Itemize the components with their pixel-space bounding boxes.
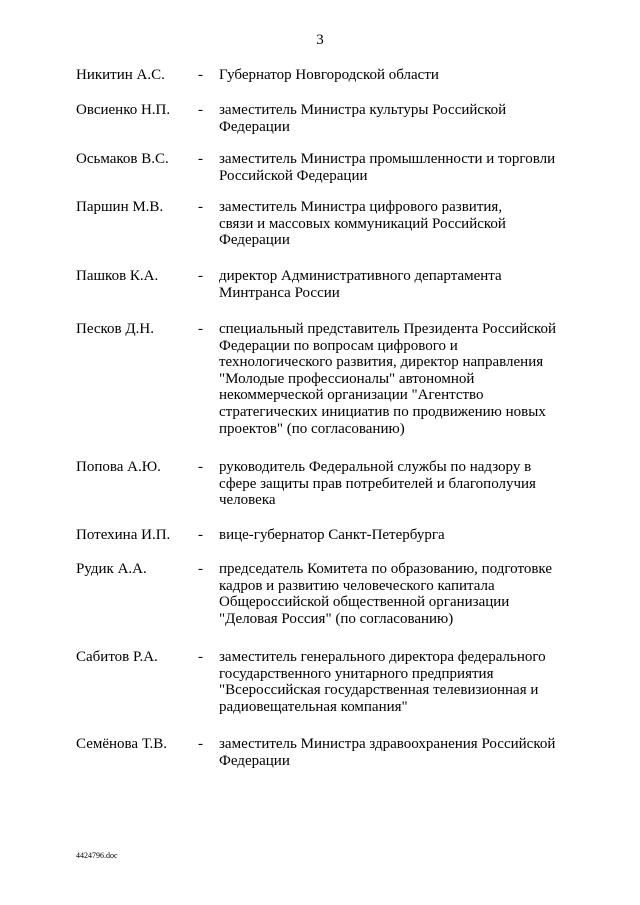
member-role-line: Федерации xyxy=(219,232,290,249)
member-role-line: государственного унитарного предприятия xyxy=(219,665,494,682)
member-role xyxy=(219,459,579,509)
member-role-line: Минтранса России xyxy=(219,284,340,301)
member-name: Осьмаков В.С. xyxy=(76,151,169,167)
member-role-line: "Деловая Россия" (по согласованию) xyxy=(219,610,454,627)
member-name: Никитин А.С. xyxy=(76,67,165,83)
document-file-id: 4424796.doc xyxy=(76,851,118,860)
separator-dash: - xyxy=(198,67,203,83)
separator-dash: - xyxy=(198,199,203,215)
separator-dash: - xyxy=(198,649,203,665)
member-name: Семёнова Т.В. xyxy=(76,736,167,752)
separator-dash: - xyxy=(198,561,203,577)
member-role-line: некоммерческой организации "Агентство xyxy=(219,387,484,404)
member-role-line: заместитель Министра здравоохранения Российской xyxy=(219,736,556,752)
member-role xyxy=(219,321,579,437)
separator-dash: - xyxy=(198,268,203,284)
member-role-line: Федерации xyxy=(219,118,290,135)
member-role-line: заместитель Министра цифрового развития, xyxy=(219,199,503,215)
member-role-line: специальный представитель Президента Российской xyxy=(219,321,556,337)
member-role xyxy=(219,102,579,135)
member-role-line: директор Административного департамента xyxy=(219,268,502,284)
member-role-line: руководитель Федеральной службы по надзору в xyxy=(219,459,532,475)
member-name: Рудик А.А. xyxy=(76,561,147,577)
member-role xyxy=(219,527,579,544)
member-role xyxy=(219,199,579,249)
member-name: Паршин М.В. xyxy=(76,199,164,215)
member-role xyxy=(219,561,579,627)
member-role-line: Федерации xyxy=(219,752,290,769)
member-role xyxy=(219,151,579,184)
member-role-line: Общероссийской общественной организации xyxy=(219,594,510,611)
member-name: Сабитов Р.А. xyxy=(76,649,158,665)
member-role-line: заместитель Министра культуры Российской xyxy=(219,102,507,118)
separator-dash: - xyxy=(198,102,203,118)
page-number: 3 xyxy=(316,32,324,48)
member-role-line: кадров и развитию человеческого капитала xyxy=(219,577,495,594)
member-role-line: Губернатор Новгородской области xyxy=(219,67,439,83)
member-role-line: заместитель Министра промышленности и торговли xyxy=(219,151,556,167)
member-role xyxy=(219,649,579,715)
member-role xyxy=(219,67,579,84)
member-role-line: Федерации по вопросам цифрового и xyxy=(219,337,458,354)
member-role-line: председатель Комитета по образованию, подготовке xyxy=(219,561,552,577)
member-role-line: человека xyxy=(219,492,276,509)
member-name: Пашков К.А. xyxy=(76,268,159,284)
member-name: Потехина И.П. xyxy=(76,527,171,543)
member-role-line: стратегических инициатив по продвижению новых xyxy=(219,403,546,420)
member-role-line: заместитель генерального директора федерального xyxy=(219,649,546,665)
member-role-line: проектов" (по согласованию) xyxy=(219,420,405,437)
member-role-line: вице-губернатор Санкт-Петербурга xyxy=(219,527,445,543)
member-role-line: связи и массовых коммуникаций Российской xyxy=(219,215,506,232)
separator-dash: - xyxy=(198,151,203,167)
separator-dash: - xyxy=(198,736,203,752)
member-name: Овсиенко Н.П. xyxy=(76,102,171,118)
member-name: Песков Д.Н. xyxy=(76,321,154,337)
separator-dash: - xyxy=(198,459,203,475)
member-role-line: "Молодые профессионалы" автономной xyxy=(219,370,475,387)
member-role xyxy=(219,268,579,301)
separator-dash: - xyxy=(198,527,203,543)
separator-dash: - xyxy=(198,321,203,337)
member-role-line: технологического развития, директор направления xyxy=(219,354,544,371)
member-role-line: сфере защиты прав потребителей и благополучия xyxy=(219,475,536,492)
member-role-line: Российской Федерации xyxy=(219,167,368,184)
member-role-line: радиовещательная компания" xyxy=(219,698,408,715)
member-name: Попова А.Ю. xyxy=(76,459,161,475)
member-role xyxy=(219,736,579,769)
member-role-line: "Всероссийская государственная телевизионная и xyxy=(219,682,539,699)
